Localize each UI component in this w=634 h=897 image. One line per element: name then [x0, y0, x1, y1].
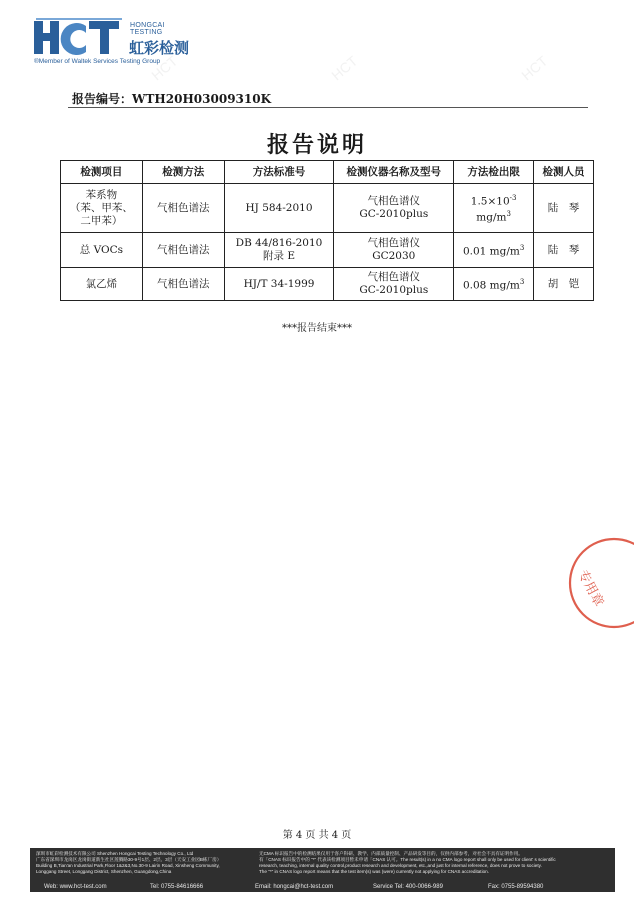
- header-test-item: 检测项目: [61, 161, 143, 184]
- table-row: [61, 184, 594, 233]
- footer-fax: Fax: 0755-89594380: [488, 884, 544, 890]
- page-number: 第 4 页 共 4 页: [282, 830, 352, 841]
- header-test-method: 检测方法: [142, 161, 224, 184]
- report-number-value: WTH20H03009310K: [132, 92, 272, 106]
- cell-standard: HJ/T 34-1999: [224, 268, 334, 301]
- report-number: [72, 90, 271, 107]
- watermark: HCT: [328, 52, 361, 84]
- company-seal-stamp: [552, 528, 634, 638]
- cell-method: 气相色谱法: [142, 184, 224, 233]
- header-instrument: 检测仪器名称及型号: [334, 161, 454, 184]
- cell-detection-limit: $1.5\times 10^{-3}$ $mg/m^3$: [454, 184, 534, 233]
- logo-member-line: ®Member of Waltek Services Testing Group: [34, 58, 161, 65]
- cell-method: 气相色谱法: [142, 268, 224, 301]
- hct-logo-mark: [34, 18, 124, 58]
- cell-instrument: 气相色谱仪 GC-2010plus: [334, 184, 454, 233]
- cell-test-item: 总 VOCs: [61, 233, 143, 268]
- cell-tester: 胡 铠: [534, 268, 594, 301]
- logo-company-en: HONGCAI: [130, 22, 165, 29]
- cell-instrument: 气相色谱仪 GC2030: [334, 233, 454, 268]
- footer-service-tel: Service Tel: 400-0066-989: [373, 884, 443, 890]
- footer-address: 深圳市虹彩检测技术有限公司 Shenzhen Hongcai Testing Technology Co., Ltd 广东省深圳市龙岗区龙岗街道新生社区莲腾路30-9号1层、2层、3层（天安工业园B栋厂房） Building B,Tian'an Industrial Park,Floor 1&2&3,No.30-9 Lairin Road, Xinsheng Community, Longgang Street, Longgang District, Shenzhen, Guangdong,China: [36, 851, 222, 874]
- cell-method: 气相色谱法: [142, 233, 224, 268]
- company-logo: [34, 16, 234, 68]
- footer-email: Email: hongcai@hct-test.com: [255, 884, 334, 890]
- test-method-table: [60, 160, 594, 301]
- page-title: 报告说明: [266, 132, 367, 158]
- cell-detection-limit: 0.08 $mg/m^3$: [454, 268, 534, 301]
- header-divider: [68, 107, 588, 108]
- cell-instrument: 气相色谱仪 GC-2010plus: [334, 268, 454, 301]
- logo-company-en-2: TESTING: [130, 29, 163, 36]
- logo-company-zh: 虹彩检测: [129, 39, 190, 57]
- cell-detection-limit: 0.01 $mg/m^3$: [454, 233, 534, 268]
- table-row: [61, 268, 594, 301]
- cell-test-item: 苯系物 （苯、甲苯、 二甲苯）: [61, 184, 143, 233]
- header-standard-no: 方法标准号: [224, 161, 334, 184]
- table-header-row: [61, 161, 594, 184]
- footer-disclaimer: 无CMA 标识报告中的检测结果仅用于客户科研、教学、内部质量控制、产品研发等目的，仅供内部参考，对社会不具有证明作用。 有「CNAS 标识报告中的 "*" 代表该检测项目暂未申请「CNAS 认可。The result(s) in a no CMA logo report shall only be used for client' s scientific research, teaching, internal quality control,product research and development, etc.,and just for internal reference, does not prove to society. The "*" in CNAS logo report means that the test item(s) was (were) currently not applying for CNAS accreditation.: [259, 851, 556, 874]
- footer-web: Web: www.hct-test.com: [44, 884, 107, 890]
- cell-tester: 陆 琴: [534, 233, 594, 268]
- report-number-label: 报告编号：: [72, 92, 133, 106]
- cell-standard: DB 44/816-2010 附录 E: [224, 233, 334, 268]
- footer-contact: [30, 882, 615, 892]
- cell-test-item: 氯乙烯: [61, 268, 143, 301]
- seal-text: 专用章: [574, 567, 607, 610]
- watermark: HCT: [518, 52, 551, 84]
- footer-tel: Tel: 0755-84616666: [150, 884, 204, 890]
- header-detection-limit: 方法检出限: [454, 161, 534, 184]
- footer-info: [30, 848, 615, 882]
- table-row: [61, 233, 594, 268]
- report-end-marker: ***报告结束***: [282, 323, 352, 334]
- watermark: HCT: [148, 52, 181, 84]
- cell-standard: HJ 584-2010: [224, 184, 334, 233]
- cell-tester: 陆 琴: [534, 184, 594, 233]
- header-tester: 检测人员: [534, 161, 594, 184]
